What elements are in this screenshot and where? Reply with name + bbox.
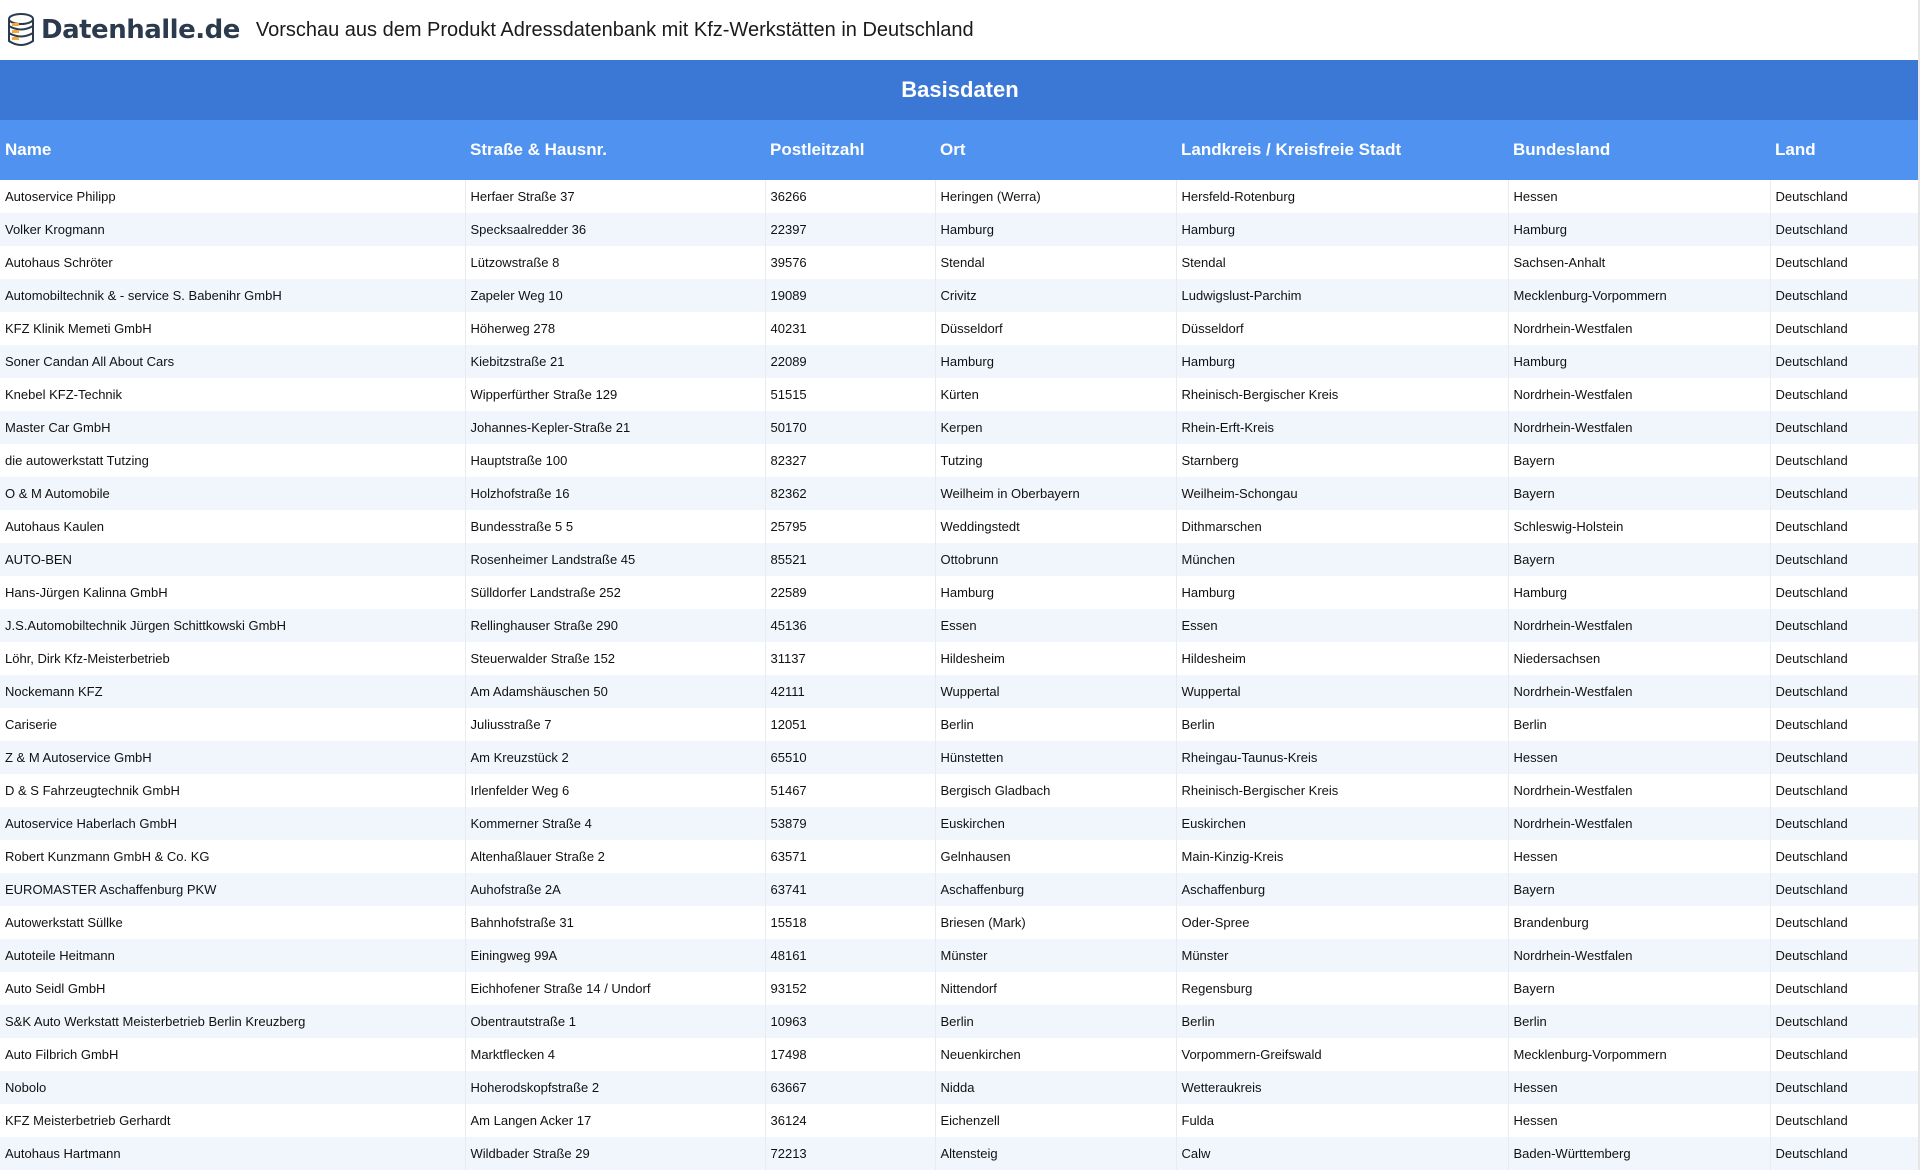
cell-street: Bahnhofstraße 31 — [465, 906, 765, 939]
cell-name: Auto Filbrich GmbH — [0, 1038, 465, 1071]
cell-state: Hessen — [1508, 840, 1770, 873]
cell-name: Autoteile Heitmann — [0, 939, 465, 972]
cell-city: Aschaffenburg — [935, 873, 1176, 906]
cell-city: Berlin — [935, 1005, 1176, 1038]
table-row[interactable] — [0, 1104, 1920, 1137]
cell-district: Rheinisch-Bergischer Kreis — [1176, 378, 1508, 411]
cell-city: Weddingstedt — [935, 510, 1176, 543]
cell-street: Eichhofener Straße 14 / Undorf — [465, 972, 765, 1005]
cell-district: Ludwigslust-Parchim — [1176, 279, 1508, 312]
cell-postal-code: 82362 — [765, 477, 935, 510]
table-body — [0, 180, 1920, 1170]
cell-district: Rheinisch-Bergischer Kreis — [1176, 774, 1508, 807]
table-row[interactable] — [0, 1071, 1920, 1104]
section-title: Basisdaten — [901, 77, 1019, 102]
cell-state: Mecklenburg-Vorpommern — [1508, 279, 1770, 312]
cell-city: Stendal — [935, 246, 1176, 279]
cell-name: Autoservice Philipp — [0, 180, 465, 213]
cell-street: Wildbader Straße 29 — [465, 1137, 765, 1170]
cell-country: Deutschland — [1770, 1005, 1920, 1038]
cell-name: EUROMASTER Aschaffenburg PKW — [0, 873, 465, 906]
cell-district: Vorpommern-Greifswald — [1176, 1038, 1508, 1071]
cell-street: Lützowstraße 8 — [465, 246, 765, 279]
cell-country: Deutschland — [1770, 543, 1920, 576]
table-row[interactable] — [0, 411, 1920, 444]
cell-district: Main-Kinzig-Kreis — [1176, 840, 1508, 873]
cell-city: Wuppertal — [935, 675, 1176, 708]
cell-country: Deutschland — [1770, 972, 1920, 1005]
cell-name: Cariserie — [0, 708, 465, 741]
table-row[interactable] — [0, 246, 1920, 279]
cell-district: Berlin — [1176, 1005, 1508, 1038]
cell-district: Hamburg — [1176, 576, 1508, 609]
table-row[interactable] — [0, 543, 1920, 576]
cell-postal-code: 22397 — [765, 213, 935, 246]
column-header-postal-code[interactable]: Postleitzahl — [765, 120, 935, 180]
cell-country: Deutschland — [1770, 477, 1920, 510]
cell-city: Nittendorf — [935, 972, 1176, 1005]
table-row[interactable] — [0, 510, 1920, 543]
cell-street: Kiebitzstraße 21 — [465, 345, 765, 378]
cell-name: Automobiltechnik & - service S. Babenihr GmbH — [0, 279, 465, 312]
cell-postal-code: 50170 — [765, 411, 935, 444]
cell-postal-code: 39576 — [765, 246, 935, 279]
cell-country: Deutschland — [1770, 279, 1920, 312]
cell-district: Hildesheim — [1176, 642, 1508, 675]
cell-state: Berlin — [1508, 708, 1770, 741]
cell-state: Nordrhein-Westfalen — [1508, 939, 1770, 972]
cell-state: Hessen — [1508, 1104, 1770, 1137]
cell-city: Ottobrunn — [935, 543, 1176, 576]
cell-country: Deutschland — [1770, 312, 1920, 345]
cell-city: Essen — [935, 609, 1176, 642]
cell-city: Crivitz — [935, 279, 1176, 312]
cell-district: Hamburg — [1176, 345, 1508, 378]
cell-state: Bayern — [1508, 444, 1770, 477]
cell-name: Master Car GmbH — [0, 411, 465, 444]
cell-city: Tutzing — [935, 444, 1176, 477]
cell-name: KFZ Meisterbetrieb Gerhardt — [0, 1104, 465, 1137]
cell-district: Aschaffenburg — [1176, 873, 1508, 906]
cell-district: Wetteraukreis — [1176, 1071, 1508, 1104]
cell-state: Bayern — [1508, 972, 1770, 1005]
table-row[interactable] — [0, 906, 1920, 939]
cell-postal-code: 53879 — [765, 807, 935, 840]
cell-name: Volker Krogmann — [0, 213, 465, 246]
table-row[interactable] — [0, 213, 1920, 246]
table-row[interactable] — [0, 873, 1920, 906]
cell-state: Sachsen-Anhalt — [1508, 246, 1770, 279]
cell-street: Einingweg 99A — [465, 939, 765, 972]
cell-district: München — [1176, 543, 1508, 576]
cell-state: Nordrhein-Westfalen — [1508, 411, 1770, 444]
cell-name: Nobolo — [0, 1071, 465, 1104]
cell-street: Bundesstraße 5 5 — [465, 510, 765, 543]
cell-district: Fulda — [1176, 1104, 1508, 1137]
address-table — [0, 120, 1920, 1170]
cell-country: Deutschland — [1770, 675, 1920, 708]
cell-city: Altensteig — [935, 1137, 1176, 1170]
cell-country: Deutschland — [1770, 213, 1920, 246]
cell-name: Autohaus Schröter — [0, 246, 465, 279]
cell-postal-code: 51467 — [765, 774, 935, 807]
cell-city: Hünstetten — [935, 741, 1176, 774]
cell-country: Deutschland — [1770, 411, 1920, 444]
cell-state: Niedersachsen — [1508, 642, 1770, 675]
cell-district: Weilheim-Schongau — [1176, 477, 1508, 510]
cell-postal-code: 65510 — [765, 741, 935, 774]
cell-postal-code: 36124 — [765, 1104, 935, 1137]
table-row[interactable] — [0, 609, 1920, 642]
cell-country: Deutschland — [1770, 774, 1920, 807]
cell-street: Am Langen Acker 17 — [465, 1104, 765, 1137]
cell-country: Deutschland — [1770, 1071, 1920, 1104]
cell-postal-code: 48161 — [765, 939, 935, 972]
section-header — [0, 60, 1920, 120]
cell-name: O & M Automobile — [0, 477, 465, 510]
cell-city: Düsseldorf — [935, 312, 1176, 345]
cell-state: Nordrhein-Westfalen — [1508, 774, 1770, 807]
cell-state: Hamburg — [1508, 576, 1770, 609]
table-row[interactable] — [0, 939, 1920, 972]
cell-country: Deutschland — [1770, 873, 1920, 906]
cell-district: Dithmarschen — [1176, 510, 1508, 543]
column-header-street[interactable]: Straße & Hausnr. — [465, 120, 765, 180]
cell-name: Z & M Autoservice GmbH — [0, 741, 465, 774]
cell-district: Hersfeld-Rotenburg — [1176, 180, 1508, 213]
cell-postal-code: 63667 — [765, 1071, 935, 1104]
table-row[interactable] — [0, 708, 1920, 741]
cell-name: S&K Auto Werkstatt Meisterbetrieb Berlin Kreuzberg — [0, 1005, 465, 1038]
top-bar — [0, 0, 1920, 60]
cell-district: Euskirchen — [1176, 807, 1508, 840]
cell-postal-code: 10963 — [765, 1005, 935, 1038]
cell-postal-code: 25795 — [765, 510, 935, 543]
table-row[interactable] — [0, 180, 1920, 213]
cell-state: Mecklenburg-Vorpommern — [1508, 1038, 1770, 1071]
table-header-row — [0, 120, 1920, 180]
cell-state: Bayern — [1508, 873, 1770, 906]
cell-street: Juliusstraße 7 — [465, 708, 765, 741]
cell-name: Knebel KFZ-Technik — [0, 378, 465, 411]
cell-postal-code: 42111 — [765, 675, 935, 708]
cell-street: Hauptstraße 100 — [465, 444, 765, 477]
cell-name: Autoservice Haberlach GmbH — [0, 807, 465, 840]
cell-district: Hamburg — [1176, 213, 1508, 246]
cell-city: Hamburg — [935, 576, 1176, 609]
cell-street: Auhofstraße 2A — [465, 873, 765, 906]
table-row[interactable] — [0, 1005, 1920, 1038]
cell-street: Specksaalredder 36 — [465, 213, 765, 246]
cell-postal-code: 82327 — [765, 444, 935, 477]
cell-postal-code: 63571 — [765, 840, 935, 873]
cell-state: Nordrhein-Westfalen — [1508, 312, 1770, 345]
cell-country: Deutschland — [1770, 1038, 1920, 1071]
cell-city: Briesen (Mark) — [935, 906, 1176, 939]
cell-street: Altenhaßlauer Straße 2 — [465, 840, 765, 873]
cell-city: Hildesheim — [935, 642, 1176, 675]
cell-street: Hoherodskopfstraße 2 — [465, 1071, 765, 1104]
cell-country: Deutschland — [1770, 741, 1920, 774]
cell-district: Wuppertal — [1176, 675, 1508, 708]
cell-name: Nockemann KFZ — [0, 675, 465, 708]
cell-country: Deutschland — [1770, 180, 1920, 213]
cell-postal-code: 19089 — [765, 279, 935, 312]
cell-postal-code: 22089 — [765, 345, 935, 378]
cell-country: Deutschland — [1770, 378, 1920, 411]
cell-street: Marktflecken 4 — [465, 1038, 765, 1071]
table-row[interactable] — [0, 345, 1920, 378]
cell-state: Nordrhein-Westfalen — [1508, 609, 1770, 642]
cell-name: KFZ Klinik Memeti GmbH — [0, 312, 465, 345]
cell-name: Hans-Jürgen Kalinna GmbH — [0, 576, 465, 609]
cell-district: Stendal — [1176, 246, 1508, 279]
cell-state: Hessen — [1508, 741, 1770, 774]
cell-postal-code: 22589 — [765, 576, 935, 609]
table-row[interactable] — [0, 741, 1920, 774]
cell-city: Nidda — [935, 1071, 1176, 1104]
table-row[interactable] — [0, 477, 1920, 510]
cell-street: Johannes-Kepler-Straße 21 — [465, 411, 765, 444]
table-row[interactable] — [0, 807, 1920, 840]
cell-postal-code: 15518 — [765, 906, 935, 939]
cell-district: Calw — [1176, 1137, 1508, 1170]
cell-country: Deutschland — [1770, 840, 1920, 873]
cell-district: Berlin — [1176, 708, 1508, 741]
cell-district: Essen — [1176, 609, 1508, 642]
column-header-district[interactable]: Landkreis / Kreisfreie Stadt — [1176, 120, 1508, 180]
cell-country: Deutschland — [1770, 642, 1920, 675]
cell-name: AUTO-BEN — [0, 543, 465, 576]
table-row[interactable] — [0, 774, 1920, 807]
cell-postal-code: 12051 — [765, 708, 935, 741]
cell-city: Münster — [935, 939, 1176, 972]
cell-state: Schleswig-Holstein — [1508, 510, 1770, 543]
cell-state: Hamburg — [1508, 213, 1770, 246]
cell-street: Am Kreuzstück 2 — [465, 741, 765, 774]
cell-name: Auto Seidl GmbH — [0, 972, 465, 1005]
cell-state: Brandenburg — [1508, 906, 1770, 939]
cell-street: Wipperfürther Straße 129 — [465, 378, 765, 411]
table-row[interactable] — [0, 312, 1920, 345]
cell-city: Eichenzell — [935, 1104, 1176, 1137]
cell-street: Kommerner Straße 4 — [465, 807, 765, 840]
cell-street: Irlenfelder Weg 6 — [465, 774, 765, 807]
cell-street: Steuerwalder Straße 152 — [465, 642, 765, 675]
column-header-name[interactable]: Name — [0, 120, 465, 180]
cell-postal-code: 63741 — [765, 873, 935, 906]
cell-country: Deutschland — [1770, 906, 1920, 939]
cell-postal-code: 40231 — [765, 312, 935, 345]
cell-name: D & S Fahrzeugtechnik GmbH — [0, 774, 465, 807]
cell-state: Nordrhein-Westfalen — [1508, 378, 1770, 411]
cell-state: Hessen — [1508, 1071, 1770, 1104]
cell-postal-code: 17498 — [765, 1038, 935, 1071]
cell-street: Zapeler Weg 10 — [465, 279, 765, 312]
cell-country: Deutschland — [1770, 246, 1920, 279]
cell-country: Deutschland — [1770, 939, 1920, 972]
cell-street: Höherweg 278 — [465, 312, 765, 345]
cell-country: Deutschland — [1770, 609, 1920, 642]
cell-city: Heringen (Werra) — [935, 180, 1176, 213]
cell-district: Oder-Spree — [1176, 906, 1508, 939]
cell-city: Kürten — [935, 378, 1176, 411]
table-row[interactable] — [0, 840, 1920, 873]
table-row[interactable] — [0, 675, 1920, 708]
cell-city: Weilheim in Oberbayern — [935, 477, 1176, 510]
column-header-state[interactable]: Bundesland — [1508, 120, 1770, 180]
cell-postal-code: 85521 — [765, 543, 935, 576]
cell-street: Obentrautstraße 1 — [465, 1005, 765, 1038]
table-row[interactable] — [0, 1038, 1920, 1071]
cell-country: Deutschland — [1770, 510, 1920, 543]
column-header-country[interactable]: Land — [1770, 120, 1920, 180]
cell-street: Sülldorfer Landstraße 252 — [465, 576, 765, 609]
cell-name: J.S.Automobiltechnik Jürgen Schittkowski GmbH — [0, 609, 465, 642]
cell-district: Rhein-Erft-Kreis — [1176, 411, 1508, 444]
cell-state: Hessen — [1508, 180, 1770, 213]
cell-country: Deutschland — [1770, 1137, 1920, 1170]
cell-state: Bayern — [1508, 543, 1770, 576]
cell-country: Deutschland — [1770, 576, 1920, 609]
cell-country: Deutschland — [1770, 807, 1920, 840]
table-row[interactable] — [0, 1137, 1920, 1170]
table-row[interactable] — [0, 378, 1920, 411]
cell-street: Herfaer Straße 37 — [465, 180, 765, 213]
cell-district: Starnberg — [1176, 444, 1508, 477]
cell-district: Düsseldorf — [1176, 312, 1508, 345]
cell-city: Berlin — [935, 708, 1176, 741]
cell-city: Hamburg — [935, 213, 1176, 246]
cell-postal-code: 36266 — [765, 180, 935, 213]
cell-city: Neuenkirchen — [935, 1038, 1176, 1071]
cell-name: Autowerkstatt Süllke — [0, 906, 465, 939]
table-row[interactable] — [0, 642, 1920, 675]
page-title: Vorschau aus dem Produkt Adressdatenbank mit Kfz-Werkstätten in Deutschland — [255, 18, 974, 41]
cell-street: Rosenheimer Landstraße 45 — [465, 543, 765, 576]
cell-street: Am Adamshäuschen 50 — [465, 675, 765, 708]
table-row[interactable] — [0, 972, 1920, 1005]
cell-name: Robert Kunzmann GmbH & Co. KG — [0, 840, 465, 873]
table-row[interactable] — [0, 576, 1920, 609]
cell-state: Baden-Württemberg — [1508, 1137, 1770, 1170]
cell-name: Soner Candan All About Cars — [0, 345, 465, 378]
cell-name: Autohaus Kaulen — [0, 510, 465, 543]
cell-state: Hamburg — [1508, 345, 1770, 378]
database-logo-icon — [6, 13, 36, 47]
cell-name: die autowerkstatt Tutzing — [0, 444, 465, 477]
logo-text: Datenhalle.de — [41, 15, 240, 45]
cell-country: Deutschland — [1770, 444, 1920, 477]
cell-postal-code: 93152 — [765, 972, 935, 1005]
cell-city: Gelnhausen — [935, 840, 1176, 873]
cell-district: Rheingau-Taunus-Kreis — [1176, 741, 1508, 774]
cell-postal-code: 72213 — [765, 1137, 935, 1170]
cell-name: Löhr, Dirk Kfz-Meisterbetrieb — [0, 642, 465, 675]
cell-postal-code: 45136 — [765, 609, 935, 642]
cell-district: Münster — [1176, 939, 1508, 972]
cell-state: Nordrhein-Westfalen — [1508, 807, 1770, 840]
cell-city: Bergisch Gladbach — [935, 774, 1176, 807]
cell-country: Deutschland — [1770, 345, 1920, 378]
cell-state: Bayern — [1508, 477, 1770, 510]
cell-state: Nordrhein-Westfalen — [1508, 675, 1770, 708]
cell-country: Deutschland — [1770, 1104, 1920, 1137]
column-header-city[interactable]: Ort — [935, 120, 1176, 180]
table-row[interactable] — [0, 279, 1920, 312]
logo[interactable] — [6, 13, 240, 47]
cell-country: Deutschland — [1770, 708, 1920, 741]
cell-district: Regensburg — [1176, 972, 1508, 1005]
cell-street: Rellinghauser Straße 290 — [465, 609, 765, 642]
cell-name: Autohaus Hartmann — [0, 1137, 465, 1170]
cell-state: Berlin — [1508, 1005, 1770, 1038]
cell-city: Kerpen — [935, 411, 1176, 444]
cell-street: Holzhofstraße 16 — [465, 477, 765, 510]
cell-city: Hamburg — [935, 345, 1176, 378]
cell-postal-code: 51515 — [765, 378, 935, 411]
cell-city: Euskirchen — [935, 807, 1176, 840]
table-row[interactable] — [0, 444, 1920, 477]
cell-postal-code: 31137 — [765, 642, 935, 675]
